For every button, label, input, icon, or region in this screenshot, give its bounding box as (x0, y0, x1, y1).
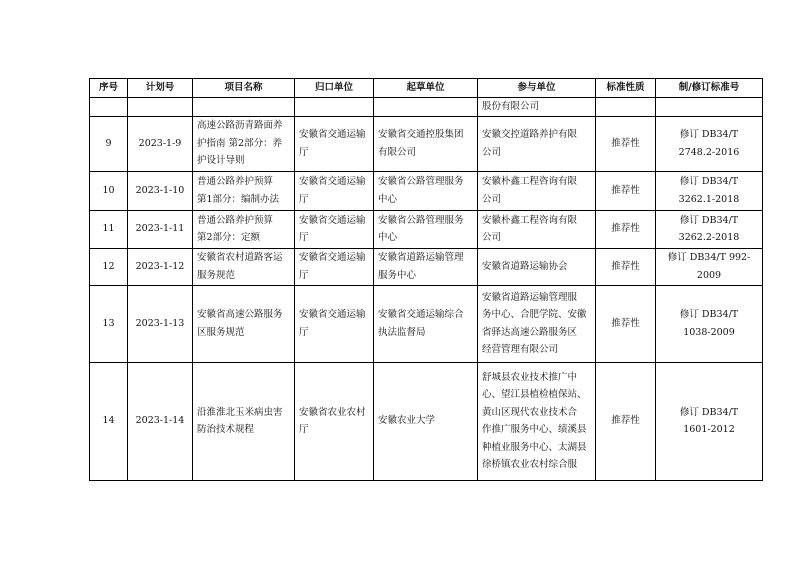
cell-nature: 推荐性 (596, 362, 656, 480)
cell-owner: 安徽省农业农村 厅 (295, 362, 374, 480)
cell-plan: 2023-1-14 (128, 362, 193, 480)
cell-no: 10 (90, 171, 128, 210)
cell-participant: 舒城县农业技术推广中 心、望江县植检植保站、 黄山区现代农业技术合 作推广服务中心、绩溪县 种植业服务中心、太湖县 徐桥镇农业农村综合服 (478, 362, 596, 480)
cell-number: 修订 DB34/T 1038-2009 (656, 285, 763, 362)
cell-owner: 安徽省交通运输 厅 (295, 116, 374, 171)
cell-participant: 安徽省道路运输协会 (478, 248, 596, 285)
cell-no: 12 (90, 248, 128, 285)
cell-participant: 安徽朴鑫工程咨询有限 公司 (478, 210, 596, 248)
standards-plan-table (89, 78, 763, 481)
header-participant: 参与单位 (478, 79, 596, 98)
header-drafter: 起草单位 (374, 79, 478, 98)
cell-number: 修订 DB34/T 3262.2-2018 (656, 210, 763, 248)
table-row (90, 248, 763, 285)
cell-participant: 股份有限公司 (478, 98, 596, 117)
cell-name: 安徽省高速公路服务 区服务规范 (193, 285, 295, 362)
cell-no: 13 (90, 285, 128, 362)
cell-nature: 推荐性 (596, 285, 656, 362)
cell-no: 11 (90, 210, 128, 248)
cell-plan: 2023-1-11 (128, 210, 193, 248)
cell-nature: 推荐性 (596, 171, 656, 210)
cell-nature: 推荐性 (596, 248, 656, 285)
cell-number: 修订 DB34/T 992-2009 (656, 248, 763, 285)
cell-participant: 安徽交控道路养护有限 公司 (478, 116, 596, 171)
cell-name: 普通公路养护预算 第1部分：编制办法 (193, 171, 295, 210)
cell-name: 沿淮淮北玉米病虫害 防治技术规程 (193, 362, 295, 480)
cell-plan: 2023-1-13 (128, 285, 193, 362)
cell-owner: 安徽省交通运输 厅 (295, 285, 374, 362)
cell-plan: 2023-1-9 (128, 116, 193, 171)
table-row (90, 285, 763, 362)
header-name: 项目名称 (193, 79, 295, 98)
cell-owner: 安徽省交通运输 厅 (295, 171, 374, 210)
cell-nature: 推荐性 (596, 116, 656, 171)
header-number: 制/修订标准号 (656, 79, 763, 98)
cell-owner: 安徽省交通运输 厅 (295, 248, 374, 285)
cell-name: 高速公路沥青路面养 护指南 第2部分：养 护设计导则 (193, 116, 295, 171)
cell-plan: 2023-1-10 (128, 171, 193, 210)
cell-no: 14 (90, 362, 128, 480)
cell-nature: 推荐性 (596, 210, 656, 248)
header-owner: 归口单位 (295, 79, 374, 98)
cell-name: 普通公路养护预算 第2部分：定额 (193, 210, 295, 248)
header-plan: 计划号 (128, 79, 193, 98)
header-nature: 标准性质 (596, 79, 656, 98)
cell-drafter: 安徽农业大学 (374, 362, 478, 480)
table-row (90, 362, 763, 480)
cell-drafter: 安徽省公路管理服务 中心 (374, 210, 478, 248)
cell-number: 修订 DB34/T 1601-2012 (656, 362, 763, 480)
cell-owner: 安徽省交通运输 厅 (295, 210, 374, 248)
cell-drafter: 安徽省交通控股集团 有限公司 (374, 116, 478, 171)
cell-drafter: 安徽省公路管理服务 中心 (374, 171, 478, 210)
table-row (90, 171, 763, 210)
header-no: 序号 (90, 79, 128, 98)
cell-participant: 安徽朴鑫工程咨询有限 公司 (478, 171, 596, 210)
table-row-continued (90, 98, 763, 117)
cell-drafter: 安徽省交通运输综合 执法监督局 (374, 285, 478, 362)
cell-no: 9 (90, 116, 128, 171)
cell-plan: 2023-1-12 (128, 248, 193, 285)
table-row (90, 116, 763, 171)
table-header-row (90, 79, 763, 98)
cell-name: 安徽省农村道路客运 服务规范 (193, 248, 295, 285)
cell-number: 修订 DB34/T 3262.1-2018 (656, 171, 763, 210)
cell-participant: 安徽省道路运输管理服 务中心、合肥学院、安徽 省驿达高速公路服务区 经营管理有限公司 (478, 285, 596, 362)
table-row (90, 210, 763, 248)
cell-number: 修订 DB34/T 2748.2-2016 (656, 116, 763, 171)
cell-drafter: 安徽省道路运输管理 服务中心 (374, 248, 478, 285)
